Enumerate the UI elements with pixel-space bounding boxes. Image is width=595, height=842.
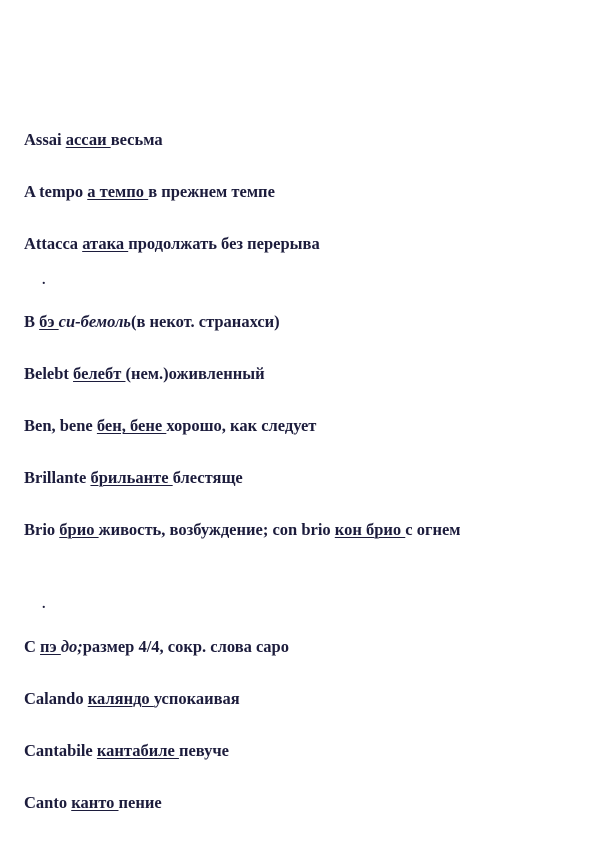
entry-pronunciation: кантабиле — [96, 741, 179, 760]
entry-meaning: певуче — [178, 741, 229, 760]
entry-term: Cantabile — [24, 741, 97, 760]
entry-belebt — [24, 364, 265, 384]
entry-pronunciation: бэ — [39, 312, 59, 331]
entry-meaning: продолжать без перерыва — [128, 234, 320, 253]
entry-meaning: (нем.)оживленный — [125, 364, 265, 383]
entry-brillante — [24, 468, 243, 488]
entry-pronunciation-secondary: кон брио — [334, 520, 406, 539]
entry-pronunciation: белебт — [73, 364, 126, 383]
section-separator: . — [42, 597, 46, 612]
entry-italic-note: си-бемоль — [58, 312, 131, 331]
entry-meaning-secondary: с огнем — [405, 520, 461, 539]
entry-calando — [24, 689, 240, 709]
entry-pronunciation: брио — [59, 520, 99, 539]
entry-meaning: весьма — [110, 130, 163, 149]
entry-meaning: в прежнем темпе — [148, 182, 275, 201]
entry-pronunciation: атака — [82, 234, 129, 253]
entry-pronunciation: ассаи — [65, 130, 111, 149]
entry-attacca — [24, 234, 320, 254]
entry-assai — [24, 130, 163, 150]
entry-meaning: хорошо, как следует — [166, 416, 317, 435]
entry-term: Belebt — [24, 364, 74, 383]
entry-term: Attacca — [24, 234, 83, 253]
entry-pronunciation: а темпо — [87, 182, 149, 201]
entry-term: Calando — [24, 689, 88, 708]
entry-meaning: блестяще — [172, 468, 243, 487]
entry-meaning: пение — [118, 793, 162, 812]
entry-canto — [24, 793, 162, 813]
entry-pronunciation: каляндо — [87, 689, 154, 708]
entry-pronunciation: канто — [71, 793, 119, 812]
entry-italic-note: до; — [60, 637, 83, 656]
entry-term: Assai — [24, 130, 66, 149]
entry-term: Ben, bene — [24, 416, 97, 435]
entry-brio — [24, 520, 461, 540]
entry-term: Brillante — [24, 468, 91, 487]
section-separator: . — [42, 273, 46, 288]
entry-term: A tempo — [24, 182, 88, 201]
entry-c — [24, 637, 289, 657]
entry-meaning: живость, возбуждение; con brio — [98, 520, 335, 539]
entry-meaning: размер 4/4, сокр. слова capo — [82, 637, 289, 656]
entry-a-tempo — [24, 182, 275, 202]
entry-cantabile — [24, 741, 229, 761]
entry-term: B — [24, 312, 40, 331]
entry-b — [24, 312, 280, 332]
entry-pronunciation: брильанте — [90, 468, 173, 487]
entry-meaning: успокаивая — [153, 689, 240, 708]
entry-term: C — [24, 637, 41, 656]
entry-bene — [24, 416, 316, 436]
entry-pronunciation: бен, бене — [96, 416, 167, 435]
entry-pronunciation: пэ — [40, 637, 61, 656]
entry-term: Brio — [24, 520, 60, 539]
entry-meaning: (в некот. странахси) — [130, 312, 280, 331]
entry-term: Canto — [24, 793, 72, 812]
